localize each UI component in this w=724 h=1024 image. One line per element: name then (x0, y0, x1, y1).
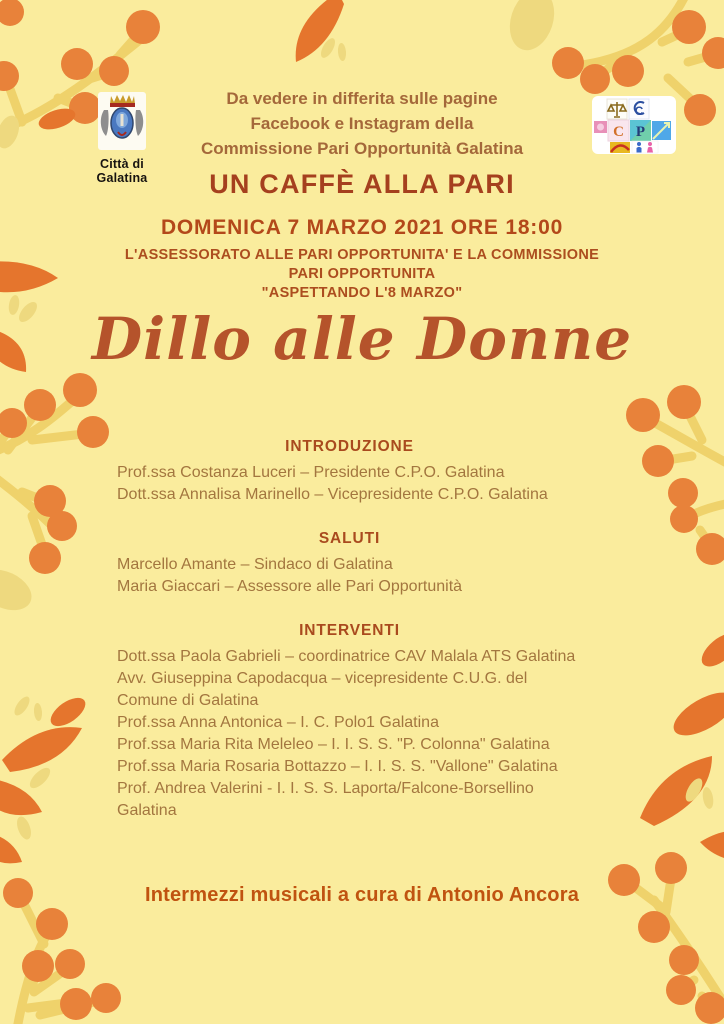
speaker-line: Avv. Giuseppina Capodacqua – vicepresidente C.U.G. del Comune di Galatina (117, 670, 528, 709)
section-heading: INTRODUZIONE (285, 438, 414, 455)
speaker-line: Dott.ssa Paola Gabrieli – coordinatrice CAV Malala ATS Galatina (117, 648, 576, 665)
footer-music-note: Intermezzi musicali a cura di Antonio Ancora (144, 884, 580, 906)
speaker-line: Dott.ssa Annalisa Marinello – Vicepresidente C.P.O. Galatina (117, 486, 548, 503)
subtitle-line: PARI OPPORTUNITA (288, 266, 436, 282)
speaker-line: Marcello Amante – Sindaco di Galatina (117, 556, 393, 573)
svg-text:C: C (634, 104, 644, 118)
section-interventi (117, 622, 582, 822)
header-line: Da vedere in differita sulle pagine (226, 89, 498, 108)
script-title: Dillo alle Donne (91, 305, 633, 373)
speaker-line: Prof.ssa Anna Antonica – I. C. Polo1 Galatina (117, 714, 439, 731)
speaker-line: Maria Giaccari – Assessore alle Pari Opportunità (117, 578, 463, 595)
header-intro-text (112, 86, 612, 161)
header-line: Commissione Pari Opportunità Galatina (200, 139, 524, 158)
subtitle-line: "ASPETTANDO L'8 MARZO" (261, 285, 463, 301)
section-heading: INTERVENTI (299, 622, 400, 639)
speaker-line: Prof. Andrea Valerini - I. I. S. S. Laporta/Falcone-Borsellino Galatina (117, 780, 534, 819)
svg-text:P: P (635, 124, 646, 140)
subtitle-line: L'ASSESSORATO ALLE PARI OPPORTUNITA' E LA COMMISSIONE (124, 247, 600, 263)
section-heading: SALUTI (318, 530, 381, 547)
event-title: UN CAFFÈ ALLA PARI (209, 169, 515, 199)
speaker-line: Prof.ssa Maria Rosaria Bottazzo – I. I. S. S. "Vallone" Galatina (117, 758, 558, 775)
event-subtitle (0, 246, 724, 303)
speaker-line: Prof.ssa Maria Rita Meleleo – I. I. S. S. "P. Colonna" Galatina (117, 736, 550, 753)
speaker-line: Prof.ssa Costanza Luceri – Presidente C.P.O. Galatina (117, 464, 505, 481)
section-introduzione (117, 438, 582, 506)
event-date: DOMENICA 7 MARZO 2021 ORE 18:00 (160, 216, 564, 239)
section-saluti (117, 530, 582, 598)
program-sections (117, 438, 582, 822)
svg-text:C: C (613, 124, 624, 140)
header-line: Facebook e Instagram della (250, 114, 474, 133)
city-logo-label: Città di Galatina (96, 157, 148, 185)
male-female-figures-icon (632, 141, 658, 153)
